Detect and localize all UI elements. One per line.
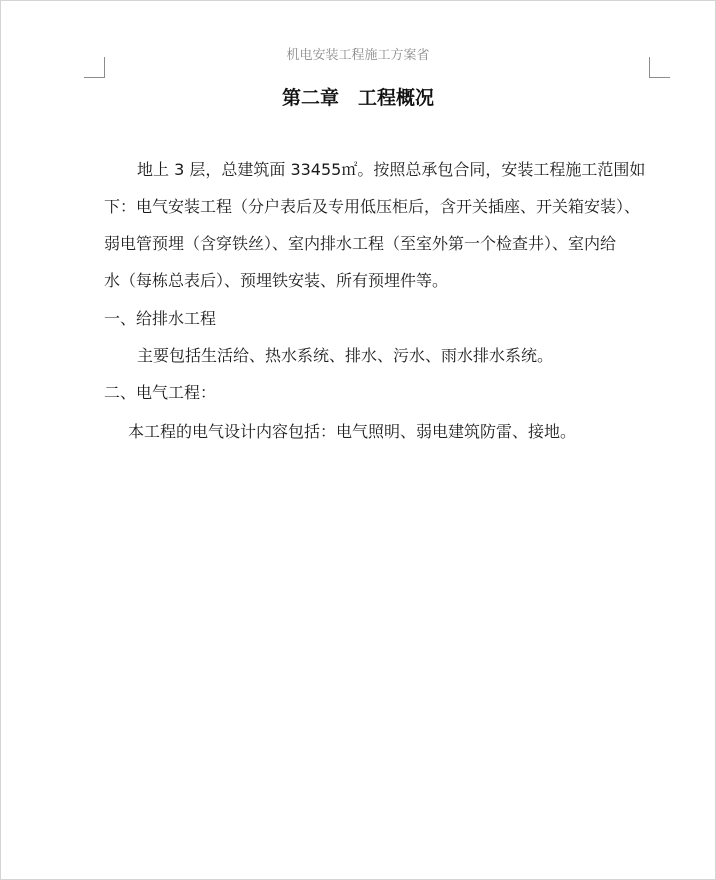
margin-crop-mark-left: [84, 57, 105, 78]
overview-paragraph: [104, 151, 645, 299]
overview-line: 弱电管预埋（含穿铁丝）、室内排水工程（至室外第一个检查井）、室内给: [104, 234, 617, 253]
overview-line: 下：电气安装工程（分户表后及专用低压柜后，含开关插座、开关箱安装）、: [104, 197, 641, 216]
section-heading-electrical: 二、电气工程：: [104, 383, 217, 402]
section-heading-plumbing: 一、给排水工程: [104, 309, 217, 328]
page-header: 机电安装工程施工方案省: [286, 48, 430, 63]
section-body-plumbing: 主要包括生活给、热水系统、排水、污水、雨水排水系统。: [137, 346, 554, 365]
overview-line: 地上 3 层，总建筑面 33455㎡。按照总承包合同，安装工程施工范围如: [137, 160, 646, 179]
margin-crop-mark-right: [649, 57, 670, 78]
overview-line: 水（每栋总表后）、预埋铁安装、所有预埋件等。: [104, 271, 449, 290]
chapter-title: 第二章 工程概况: [281, 87, 434, 109]
section-body-electrical: 本工程的电气设计内容包括：电气照明、弱电建筑防雷、接地。: [128, 422, 577, 441]
